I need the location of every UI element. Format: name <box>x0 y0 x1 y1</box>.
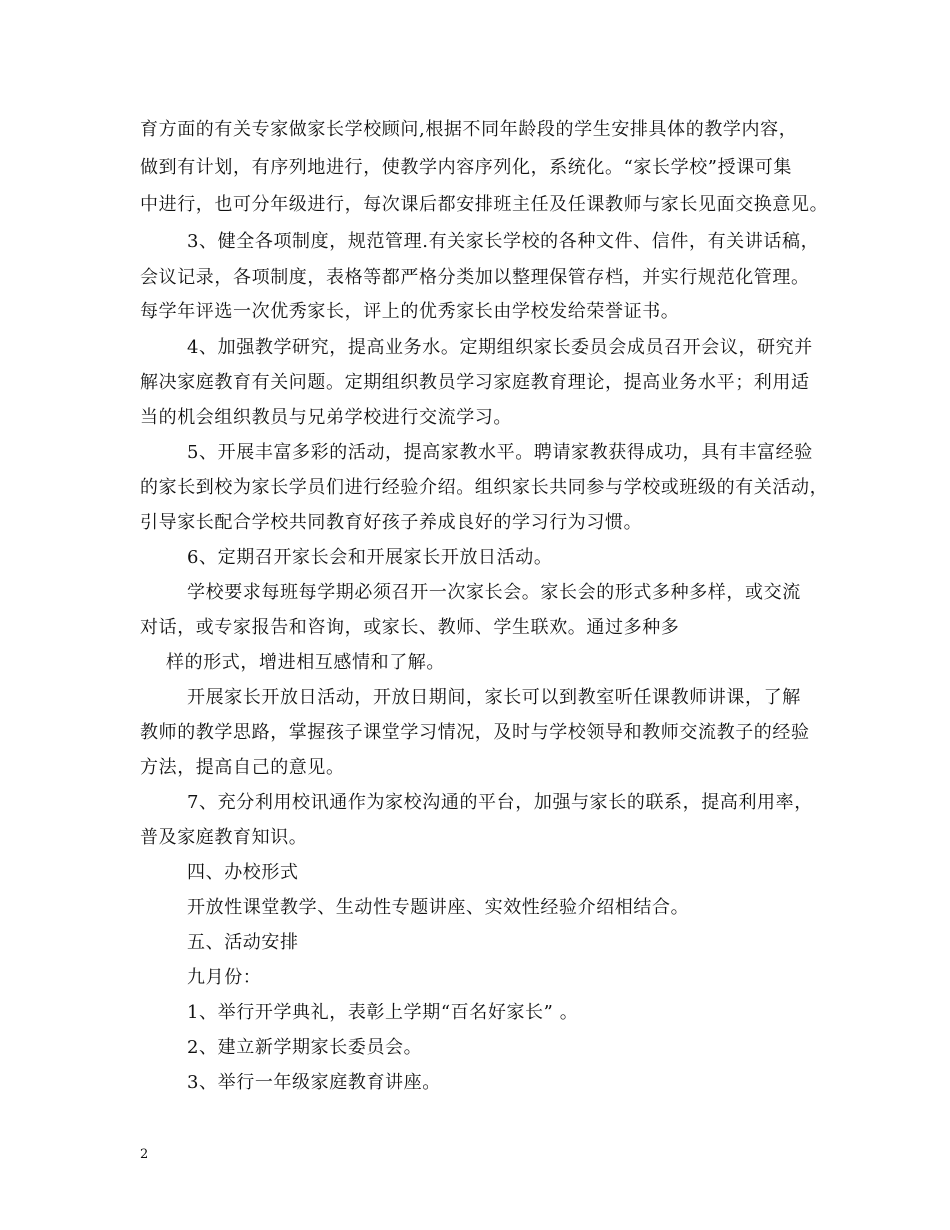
text-line: 学校要求每班每学期必须召开一次家长会。家长会的形式多种多样，或交流 <box>187 582 801 603</box>
text-line: 会议记录，各项制度，表格等都严格分类加以整理保管存档，并实行规范化管理。 <box>140 267 810 288</box>
text-line: 7、充分利用校讯通作为家校沟通的平台，加强与家长的联系，提高利用率， <box>187 792 813 813</box>
text-line: 中进行，也可分年级进行，每次课后都安排班主任及任课教师与家长见面交换意见。 <box>140 194 829 215</box>
text-line: 4、加强教学研究，提高业务水。定期组织家长委员会成员召开会议，研究并 <box>187 337 813 358</box>
list-item: 3、举行一年级家庭教育讲座。 <box>187 1072 441 1093</box>
text-line: 做到有计划，有序列地进行，使教学内容序列化，系统化。“家长学校”授课可集 <box>140 157 793 178</box>
section-heading: 四、办校形式 <box>187 862 299 883</box>
text-line: 当的机会组织教员与兄弟学校进行交流学习。 <box>140 407 512 428</box>
text-line: 普及家庭教育知识。 <box>140 827 308 848</box>
text-line: 方法，提高自己的意见。 <box>140 757 345 778</box>
text-line: 5、开展丰富多彩的活动，提高家教水平。聘请家教获得成功，具有丰富经验 <box>187 442 813 463</box>
section-heading: 五、活动安排 <box>187 932 299 953</box>
text-line: 解决家庭教育有关问题。定期组织教员学习家庭教育理论，提高业务水平；利用适 <box>140 372 810 393</box>
text-line: 开放性课堂教学、生动性专题讲座、实效性经验介绍相结合。 <box>187 897 690 918</box>
month-label: 九月份： <box>187 967 262 988</box>
list-item: 1、举行开学典礼，表彰上学期“百名好家长” 。 <box>187 1002 579 1023</box>
text-line: 对话，或专家报告和咨询，或家长、教师、学生联欢。通过多种多 <box>140 617 680 638</box>
text-line: 每学年评选一次优秀家长，评上的优秀家长由学校发给荣誉证书。 <box>140 301 680 322</box>
text-line: 育方面的有关专家做家长学校顾问,根据不同年龄段的学生安排具体的教学内容， <box>140 119 798 140</box>
text-line: 引导家长配合学校共同教育好孩子养成良好的学习行为习惯。 <box>140 512 643 533</box>
text-line: 开展家长开放日活动，开放日期间，家长可以到教室听任课教师讲课，了解 <box>187 687 801 708</box>
text-line: 教师的教学思路，掌握孩子课堂学习情况，及时与学校领导和教师交流教子的经验 <box>140 722 810 743</box>
text-line: 3、健全各项制度，规范管理.有关家长学校的各种文件、信件，有关讲话稿， <box>187 231 820 252</box>
list-item: 2、建立新学期家长委员会。 <box>187 1037 423 1058</box>
page-number: 2 <box>140 1147 149 1162</box>
text-line: 的家长到校为家长学员们进行经验介绍。组织家长共同参与学校或班级的有关活动， <box>140 477 829 498</box>
text-line: 样的形式，增进相互感情和了解。 <box>166 652 445 673</box>
text-line: 6、定期召开家长会和开展家长开放日活动。 <box>187 547 553 568</box>
